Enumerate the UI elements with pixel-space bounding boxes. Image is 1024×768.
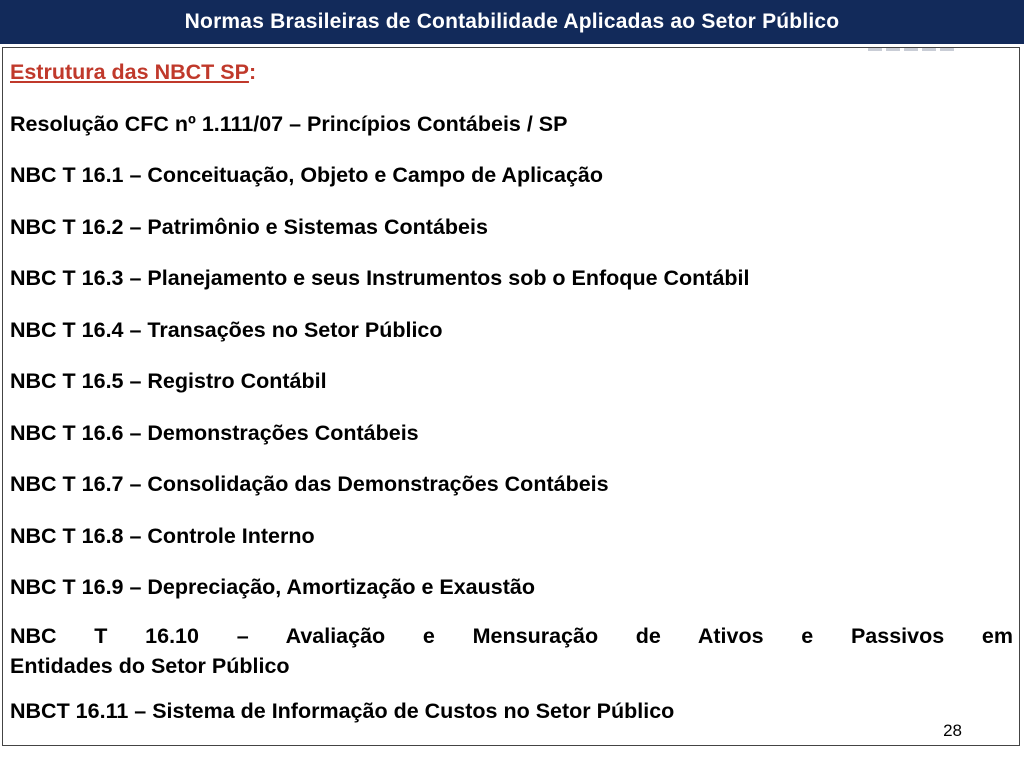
page-number: 28	[943, 721, 962, 740]
list-item: NBC T 16.9 – Depreciação, Amortização e Exaustão	[10, 575, 535, 599]
list-item: NBC T 16.7 – Consolidação das Demonstrações Contábeis	[10, 472, 609, 496]
content-area	[10, 54, 1013, 729]
list-item: NBC T 16.4 – Transações no Setor Público	[10, 317, 443, 342]
list-item: NBC T 16.2 – Patrimônio e Sistemas Contábeis	[10, 214, 488, 239]
list-item: NBC T 16.3 – Planejamento e seus Instrumentos sob o Enfoque Contábil	[10, 266, 750, 290]
list-item: NBC T 16.5 – Registro Contábil	[10, 369, 327, 393]
list-item: NBC T 16.6 – Demonstrações Contábeis	[10, 420, 419, 445]
list-item: Resolução CFC nº 1.111/07 – Princípios Contábeis / SP	[10, 111, 568, 136]
section-heading-text: Estrutura das NBCT SP	[10, 60, 249, 84]
list-item-line-2: Entidades do Setor Público	[10, 653, 290, 678]
list-item: NBC T 16.8 – Controle Interno	[10, 523, 315, 548]
list-item: NBCT 16.11 – Sistema de Informação de Custos no Setor Público	[10, 698, 675, 723]
section-heading-colon: :	[248, 60, 257, 84]
section-heading	[10, 54, 1013, 90]
list-item-line-1: NBC T 16.10 – Avaliação e Mensuração de Ativos e Passivos em	[10, 623, 1013, 648]
list-item: NBC T 16.1 – Conceituação, Objeto e Campo de Aplicação	[10, 163, 603, 187]
slide-title: Normas Brasileiras de Contabilidade Aplicadas ao Setor Público	[0, 0, 1024, 44]
list-item-multiline	[10, 621, 1013, 681]
